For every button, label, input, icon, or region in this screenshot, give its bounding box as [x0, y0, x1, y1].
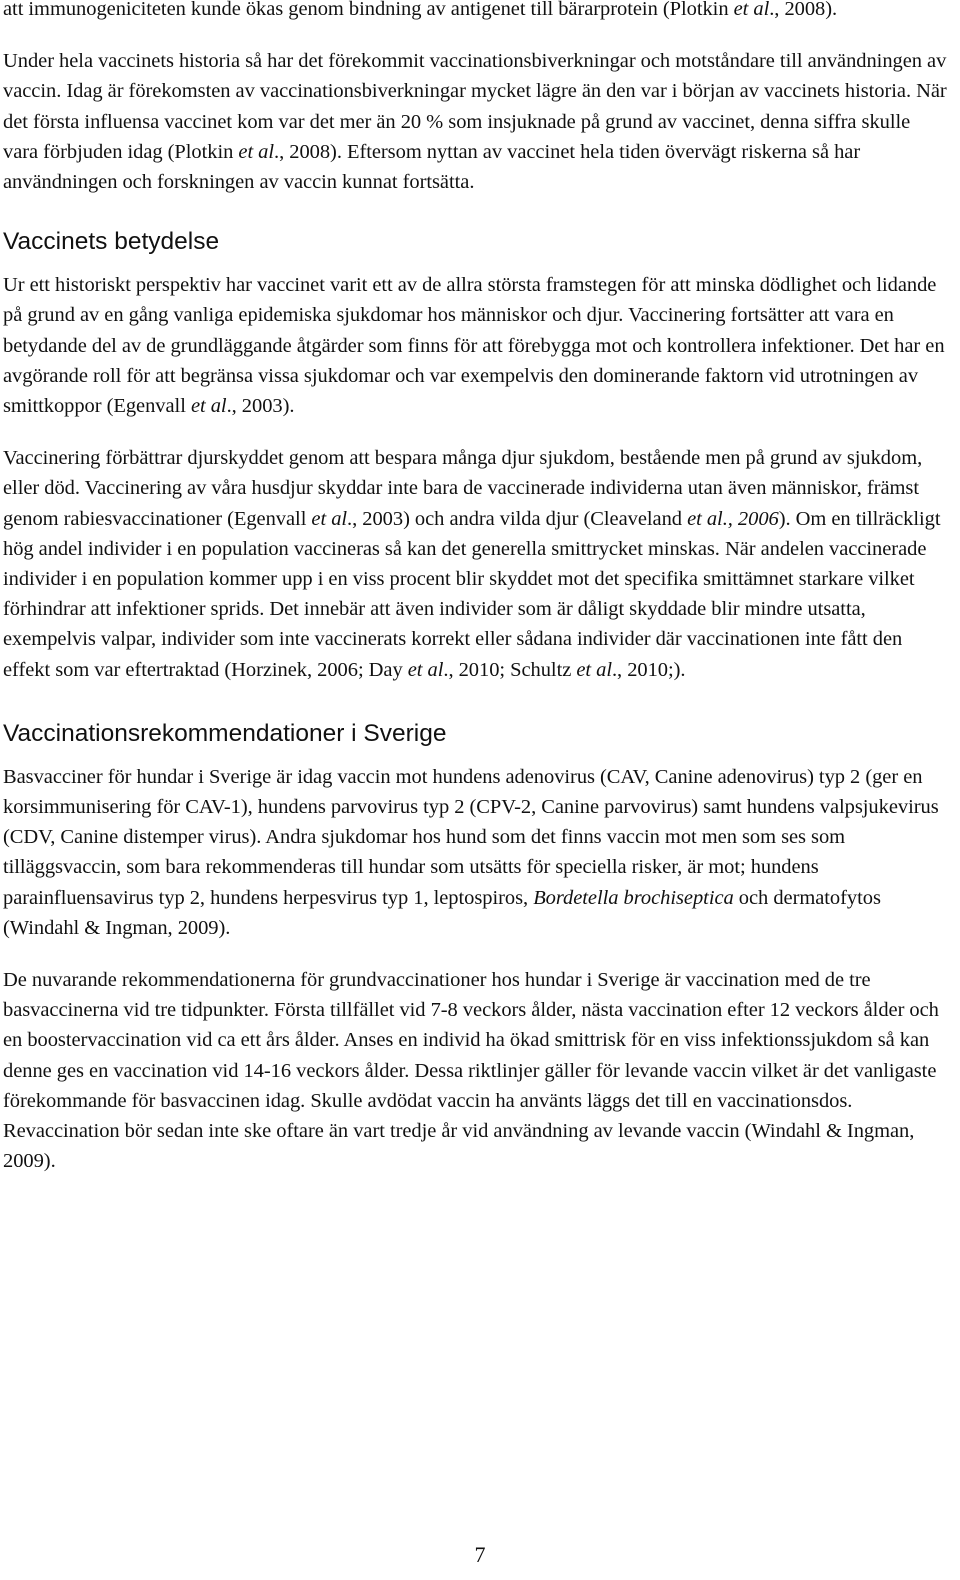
document-page	[3, 0, 949, 1177]
text-run: ). Om en tillräckligt hög andel individer i en population vaccineras så kan det generella smittrycket minskas. När andelen vaccinerade individer i en population kommer upp i en viss procent blir skyddet mot det specifika smittämnet starkare vilket förhindrar att infektioner sprids. Det innebär att även individer som är dåligt skyddade blir mindre utsatta, exempelvis valpar, individer som inte vaccinerats korrekt eller sådana individer där vaccinationen inte fått den effekt som var eftertraktad (Horzinek, 2006; Day	[3, 507, 941, 681]
text-run: De nuvarande rekommendationerna för grundvaccinationer hos hundar i Sverige är vaccination med de tre basvaccinerna vid tre tidpunkter. Första tillfället vid 7-8 veckors ålder, nästa vaccination efter 12 veckors ålder och en boostervaccination vid ca ett års ålder. Anses en individ ha ökad smittrisk för en viss infektionssjukdom så kan denne ges en vaccination vid 14-16 veckors ålder. Dessa riktlinjer gäller för levande vaccin vilket är det vanligaste förekommande för basvaccinen idag. Skulle avdödat vaccin ha använts läggs det till en vaccinationsdos. Revaccination bör sedan inte ske oftare än vart tredje år vid användning av levande vaccin (Windahl & Ingman, 2009).	[3, 969, 939, 1173]
page-number: 7	[474, 1542, 486, 1567]
section-heading-vaccinets-betydelse: Vaccinets betydelse	[3, 228, 220, 256]
text-run: Ur ett historiskt perspektiv har vaccinet varit ett av de allra största framstegen för att minska dödlighet och lidande på grund av en gång vanliga epidemiska sjukdomar hos människor och djur. Vaccinering fortsätter att vara en betydande del av de grundläggande åtgärder som finns för att förebygga mot och kontrollera infektioner. Det har en avgörande roll för att begränsa vissa sjukdomar och var exempelvis den dominerande faktorn vid utrotningen av smittkoppor (Egenvall	[3, 274, 945, 418]
paragraph-historical-perspective	[3, 270, 949, 421]
paragraph-intro-continuation	[3, 0, 949, 24]
text-run: ., 2003) och andra vilda djur (Cleaveland	[347, 507, 688, 530]
paragraph-current-recommendations	[3, 965, 949, 1176]
text-run: ., 2010; Schultz	[443, 658, 577, 681]
italic-text-run: et al	[407, 658, 444, 681]
text-run: ., 2008).	[769, 0, 838, 20]
italic-text-run: Bordetella brochiseptica	[533, 886, 734, 909]
text-run: ., 2008). Eftersom nyttan av vaccinet hela tiden övervägt riskerna så har användningen och forskningen av vaccin kunnat fortsätta.	[3, 140, 861, 194]
paragraph-vaccination-side-effects	[3, 46, 949, 197]
text-run: Under hela vaccinets historia så har det förekommit vaccinationsbiverkningar och motståndare till användningen av vaccin. Idag är förekomsten av vaccinationsbiverkningar mycket lägre än den var i början av vaccinets historia. När det första influensa vaccinet kom var det mer än 20 % som insjuknade på grund av vaccinet, denna siffra skulle vara förbjuden idag (Plotkin	[3, 50, 947, 163]
text-run: ., 2003).	[226, 395, 295, 418]
text-run: att immunogeniciteten kunde ökas genom bindning av antigenet till bärarprotein (Plotkin	[3, 0, 734, 20]
text-run: Basvacciner för hundar i Sverige är idag vaccin mot hundens adenovirus (CAV, Canine adenovirus) typ 2 (ger en korsimmunisering för CAV-1), hundens parvovirus typ 2 (CPV-2, Canine parvovirus) samt hundens valpsjukevirus (CDV, Canine distemper virus). Andra sjukdomar hos hund som det finns vaccin mot men som ses som tilläggsvaccin, som bara rekommenderas till hundar som utsätts för speciella risker, är mot; hundens parainfluensavirus typ 2, hundens herpesvirus typ 1, leptospiros,	[3, 765, 939, 909]
italic-text-run: et al	[311, 507, 348, 530]
text-run: ., 2010;).	[611, 658, 686, 681]
italic-text-run: et al	[576, 658, 612, 681]
paragraph-animal-welfare	[3, 443, 949, 685]
text-run: Vaccinering förbättrar djurskyddet genom att bespara många djur sjukdom, bestående men på grund av sjukdom, eller död. Vaccinering av våra husdjur skyddar inte bara de vaccinerade individerna utan även människor, främst genom rabiesvaccinationer (Egenvall	[3, 447, 923, 530]
italic-text-run: et al	[190, 395, 227, 418]
paragraph-core-vaccines	[3, 762, 949, 943]
italic-text-run: et al	[238, 140, 275, 163]
section-heading-vaccinationsrekommendationer: Vaccinationsrekommendationer i Sverige	[3, 719, 447, 747]
text-run: och dermatofytos (Windahl & Ingman, 2009).	[3, 886, 881, 939]
italic-text-run: et al	[733, 0, 770, 20]
italic-text-run: et al., 2006	[687, 507, 779, 530]
